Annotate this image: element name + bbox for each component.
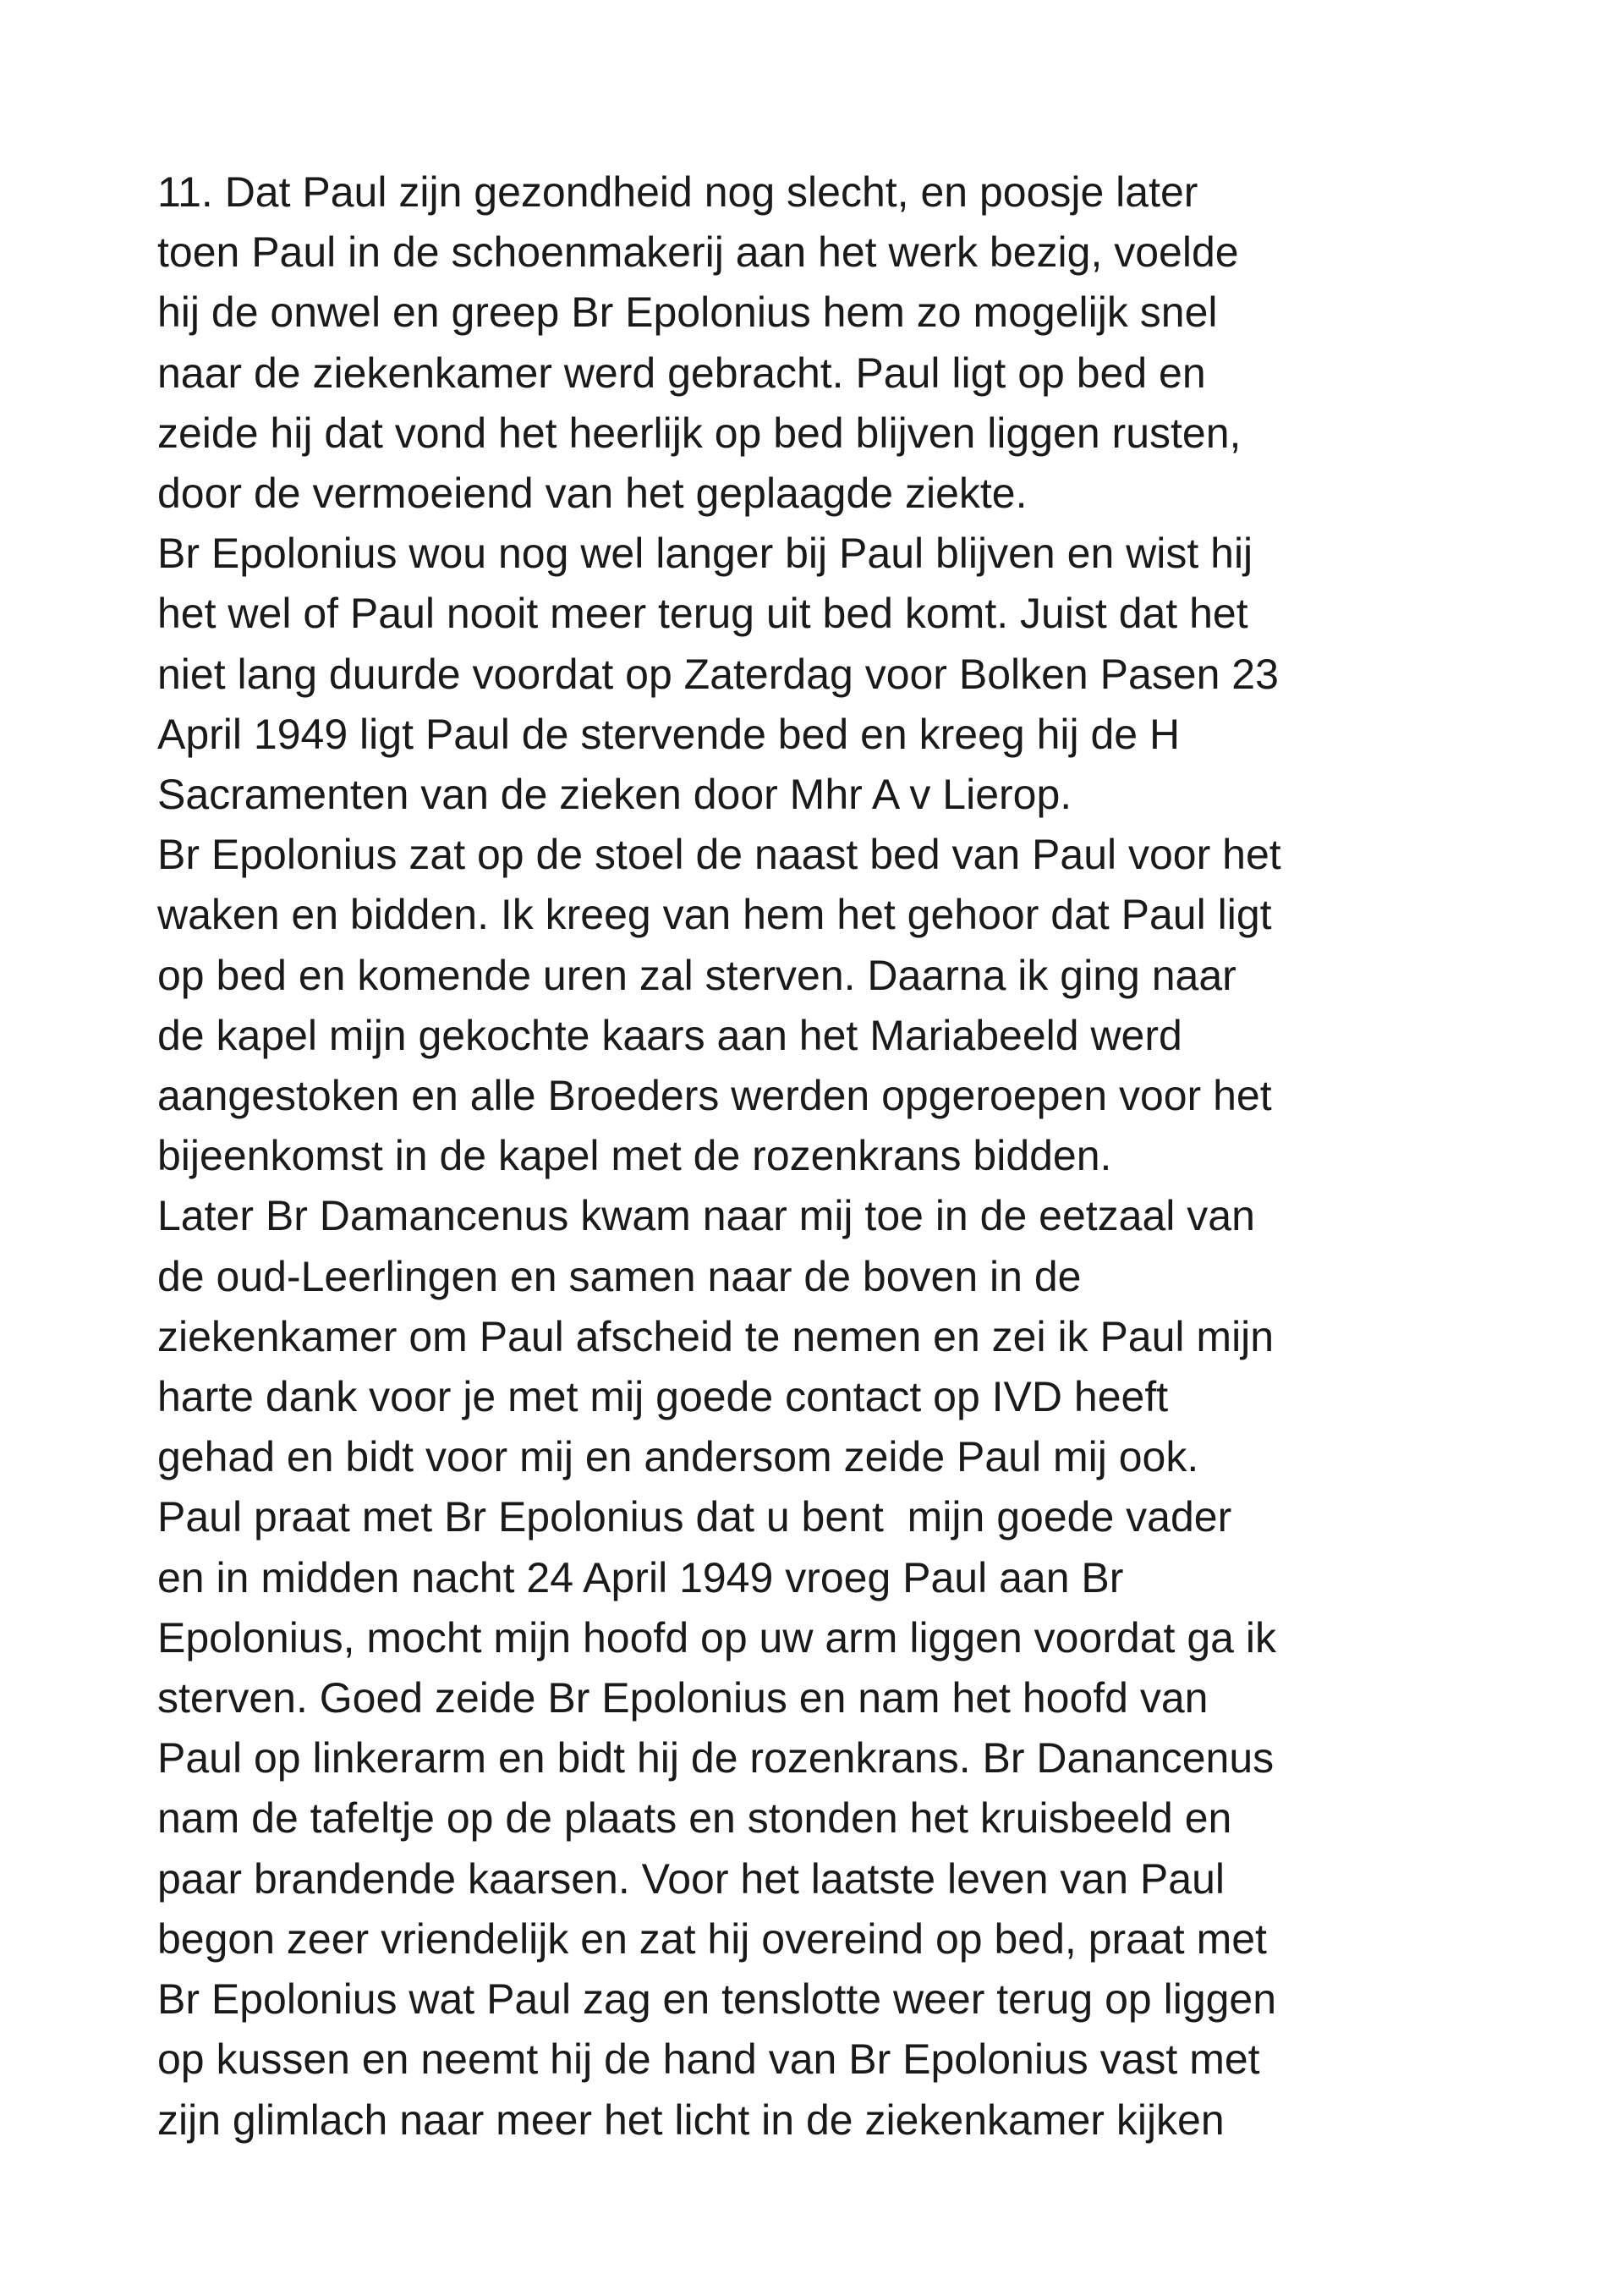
text-line: toen Paul in de schoenmakerij aan het werk bezig, voelde — [157, 228, 1239, 277]
text-line: door de vermoeiend van het geplaagde ziekte. — [157, 470, 1028, 518]
text-line: paar brandende kaarsen. Voor het laatste leven van Paul — [157, 1854, 1225, 1903]
text-line: Br Epolonius zat op de stoel de naast bed van Paul voor het — [157, 831, 1281, 879]
document-body-text — [157, 162, 1527, 2150]
text-line: Paul op linkerarm en bidt hij de rozenkrans. Br Danancenus — [157, 1734, 1275, 1782]
text-line: nam de tafeltje op de plaats en stonden het kruisbeeld en — [157, 1794, 1232, 1843]
text-line: zeide hij dat vond het heerlijk op bed blijven liggen rusten, — [157, 409, 1242, 457]
text-line: waken en bidden. Ik kreeg van hem het gehoor dat Paul ligt — [157, 891, 1272, 939]
text-line: Br Epolonius wou nog wel langer bij Paul blijven en wist hij — [157, 530, 1253, 578]
text-line: aangestoken en alle Broeders werden opgeroepen voor het — [157, 1072, 1272, 1120]
text-line: naar de ziekenkamer werd gebracht. Paul ligt op bed en — [157, 349, 1206, 397]
text-line: Br Epolonius wat Paul zag en tenslotte weer terug op liggen — [157, 1975, 1277, 2024]
text-line: zijn glimlach naar meer het licht in de ziekenkamer kijken — [157, 2096, 1225, 2144]
text-line: Sacramenten van de zieken door Mhr A v Lierop. — [157, 771, 1072, 819]
text-line: niet lang duurde voordat op Zaterdag voor Bolken Pasen 23 — [157, 650, 1279, 698]
text-line: ziekenkamer om Paul afscheid te nemen en zei ik Paul mijn — [157, 1312, 1275, 1360]
text-line: Later Br Damancenus kwam naar mij toe in de eetzaal van — [157, 1192, 1255, 1240]
text-line: Epolonius, mocht mijn hoofd op uw arm liggen voordat ga ik — [157, 1613, 1276, 1662]
text-line: de oud-Leerlingen en samen naar de boven in de — [157, 1252, 1082, 1300]
text-line: April 1949 ligt Paul de stervende bed en kreeg hij de H — [157, 710, 1181, 758]
text-line: de kapel mijn gekochte kaars aan het Mariabeeld werd — [157, 1011, 1182, 1059]
text-line: hij de onwel en greep Br Epolonius hem zo mogelijk snel — [157, 288, 1218, 337]
text-line: 11. Dat Paul zijn gezondheid nog slecht, en poosje later — [157, 168, 1198, 216]
text-line: sterven. Goed zeide Br Epolonius en nam het hoofd van — [157, 1674, 1209, 1722]
text-line: bijeenkomst in de kapel met de rozenkrans bidden. — [157, 1132, 1112, 1180]
text-line: Paul praat met Br Epolonius dat u bent mijn goede vader — [157, 1493, 1232, 1541]
text-line: gehad en bidt voor mij en andersom zeide Paul mij ook. — [157, 1433, 1199, 1481]
text-line: op kussen en neemt hij de hand van Br Epolonius vast met — [157, 2035, 1260, 2084]
text-line: en in midden nacht 24 April 1949 vroeg Paul aan Br — [157, 1553, 1124, 1601]
text-line: het wel of Paul nooit meer terug uit bed komt. Juist dat het — [157, 590, 1248, 638]
text-line: harte dank voor je met mij goede contact op IVD heeft — [157, 1373, 1169, 1421]
text-line: op bed en komende uren zal sterven. Daarna ik ging naar — [157, 951, 1236, 999]
text-line: begon zeer vriendelijk en zat hij overeind op bed, praat met — [157, 1914, 1267, 1963]
